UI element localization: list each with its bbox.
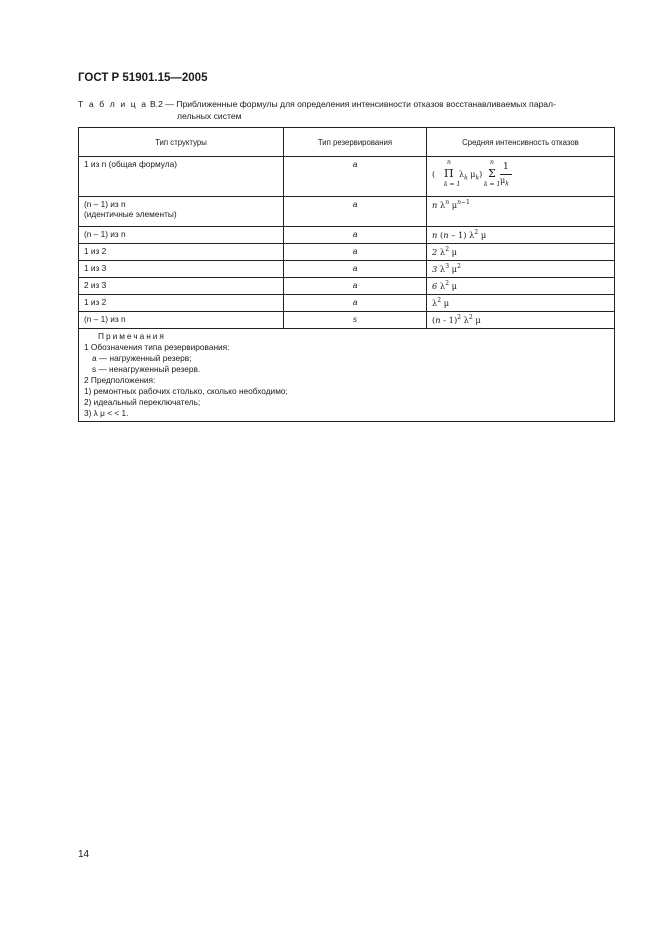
cell-formula: 2 $\lambda^2$ μ	[427, 244, 615, 261]
table-row	[79, 261, 615, 278]
cell-reserve: a	[284, 278, 427, 295]
note-line: 1) ремонтных рабочих столько, сколько необходимо;	[84, 386, 288, 396]
cell-structure: 1 из n (общая формула)	[79, 157, 284, 197]
table-row	[79, 295, 615, 312]
note-line: a — нагруженный резерв;	[92, 353, 192, 363]
cell-formula: n (n – 1) $\lambda^2$ μ	[427, 227, 615, 244]
note-line: 3) λ μ < < 1.	[84, 408, 129, 418]
table-row	[79, 278, 615, 295]
table-row	[79, 197, 615, 227]
note-line: s — ненагруженный резерв.	[92, 364, 201, 374]
note-line: 1 Обозначения типа резервирования:	[84, 342, 230, 352]
table-row	[79, 312, 615, 329]
cell-reserve: s	[284, 312, 427, 329]
header-reserve-type: Тип резервирования	[284, 128, 427, 157]
cell-formula: $\lambda^2$ μ	[427, 295, 615, 312]
cell-reserve: a	[284, 261, 427, 278]
cell-formula: 6 $\lambda^2$ μ	[427, 278, 615, 295]
table-caption	[78, 98, 616, 122]
document-code: ГОСТ Р 51901.15—2005	[78, 72, 208, 84]
cell-structure: (n – 1) из n	[79, 227, 284, 244]
header-failure-rate: Средняя интенсивность отказов	[427, 128, 615, 157]
cell-reserve: a	[284, 244, 427, 261]
cell-formula: 3 $\lambda^3$ $\mu^2$	[427, 261, 615, 278]
notes-cell	[79, 329, 615, 422]
cell-formula	[427, 157, 615, 197]
caption-label: Т а б л и ц а	[78, 99, 148, 109]
cell-structure: 1 из 2	[79, 295, 284, 312]
caption-number: В.2	[149, 99, 163, 109]
cell-structure: (n – 1) из n (идентичные элементы)	[79, 197, 284, 227]
cell-reserve: a	[284, 295, 427, 312]
notes-row	[79, 329, 615, 422]
note-line: 2 Предположения:	[84, 375, 156, 385]
table-header-row	[79, 128, 615, 157]
table-row	[79, 227, 615, 244]
cell-formula: (n - 1)$^2$ $\lambda^2$ μ	[427, 312, 615, 329]
formula-table	[78, 127, 615, 422]
page-number: 14	[78, 849, 90, 860]
cell-formula: n $\lambda^n$ $\mu^{n-1}$	[427, 197, 615, 227]
note-line: 2) идеальный переключатель;	[84, 397, 201, 407]
table-row	[79, 244, 615, 261]
cell-reserve: a	[284, 227, 427, 244]
general-formula: n ( Π k = 1 $\lambda_k$ $\mu_k$) n Σ k = 1 1 $\mu_k$	[432, 159, 512, 189]
notes-title: Примечания	[98, 331, 166, 341]
table-row	[79, 157, 615, 197]
caption-text-line1: — Приближенные формулы для определения интенсивности отказов восстанавливаемых парал-	[165, 99, 556, 109]
cell-reserve: a	[284, 197, 427, 227]
cell-structure: 1 из 2	[79, 244, 284, 261]
cell-reserve: a	[284, 157, 427, 197]
header-structure-type: Тип структуры	[79, 128, 284, 157]
cell-structure: (n – 1) из n	[79, 312, 284, 329]
caption-text-line2: лельных систем	[177, 111, 242, 121]
cell-structure: 1 из 3	[79, 261, 284, 278]
cell-structure: 2 из 3	[79, 278, 284, 295]
